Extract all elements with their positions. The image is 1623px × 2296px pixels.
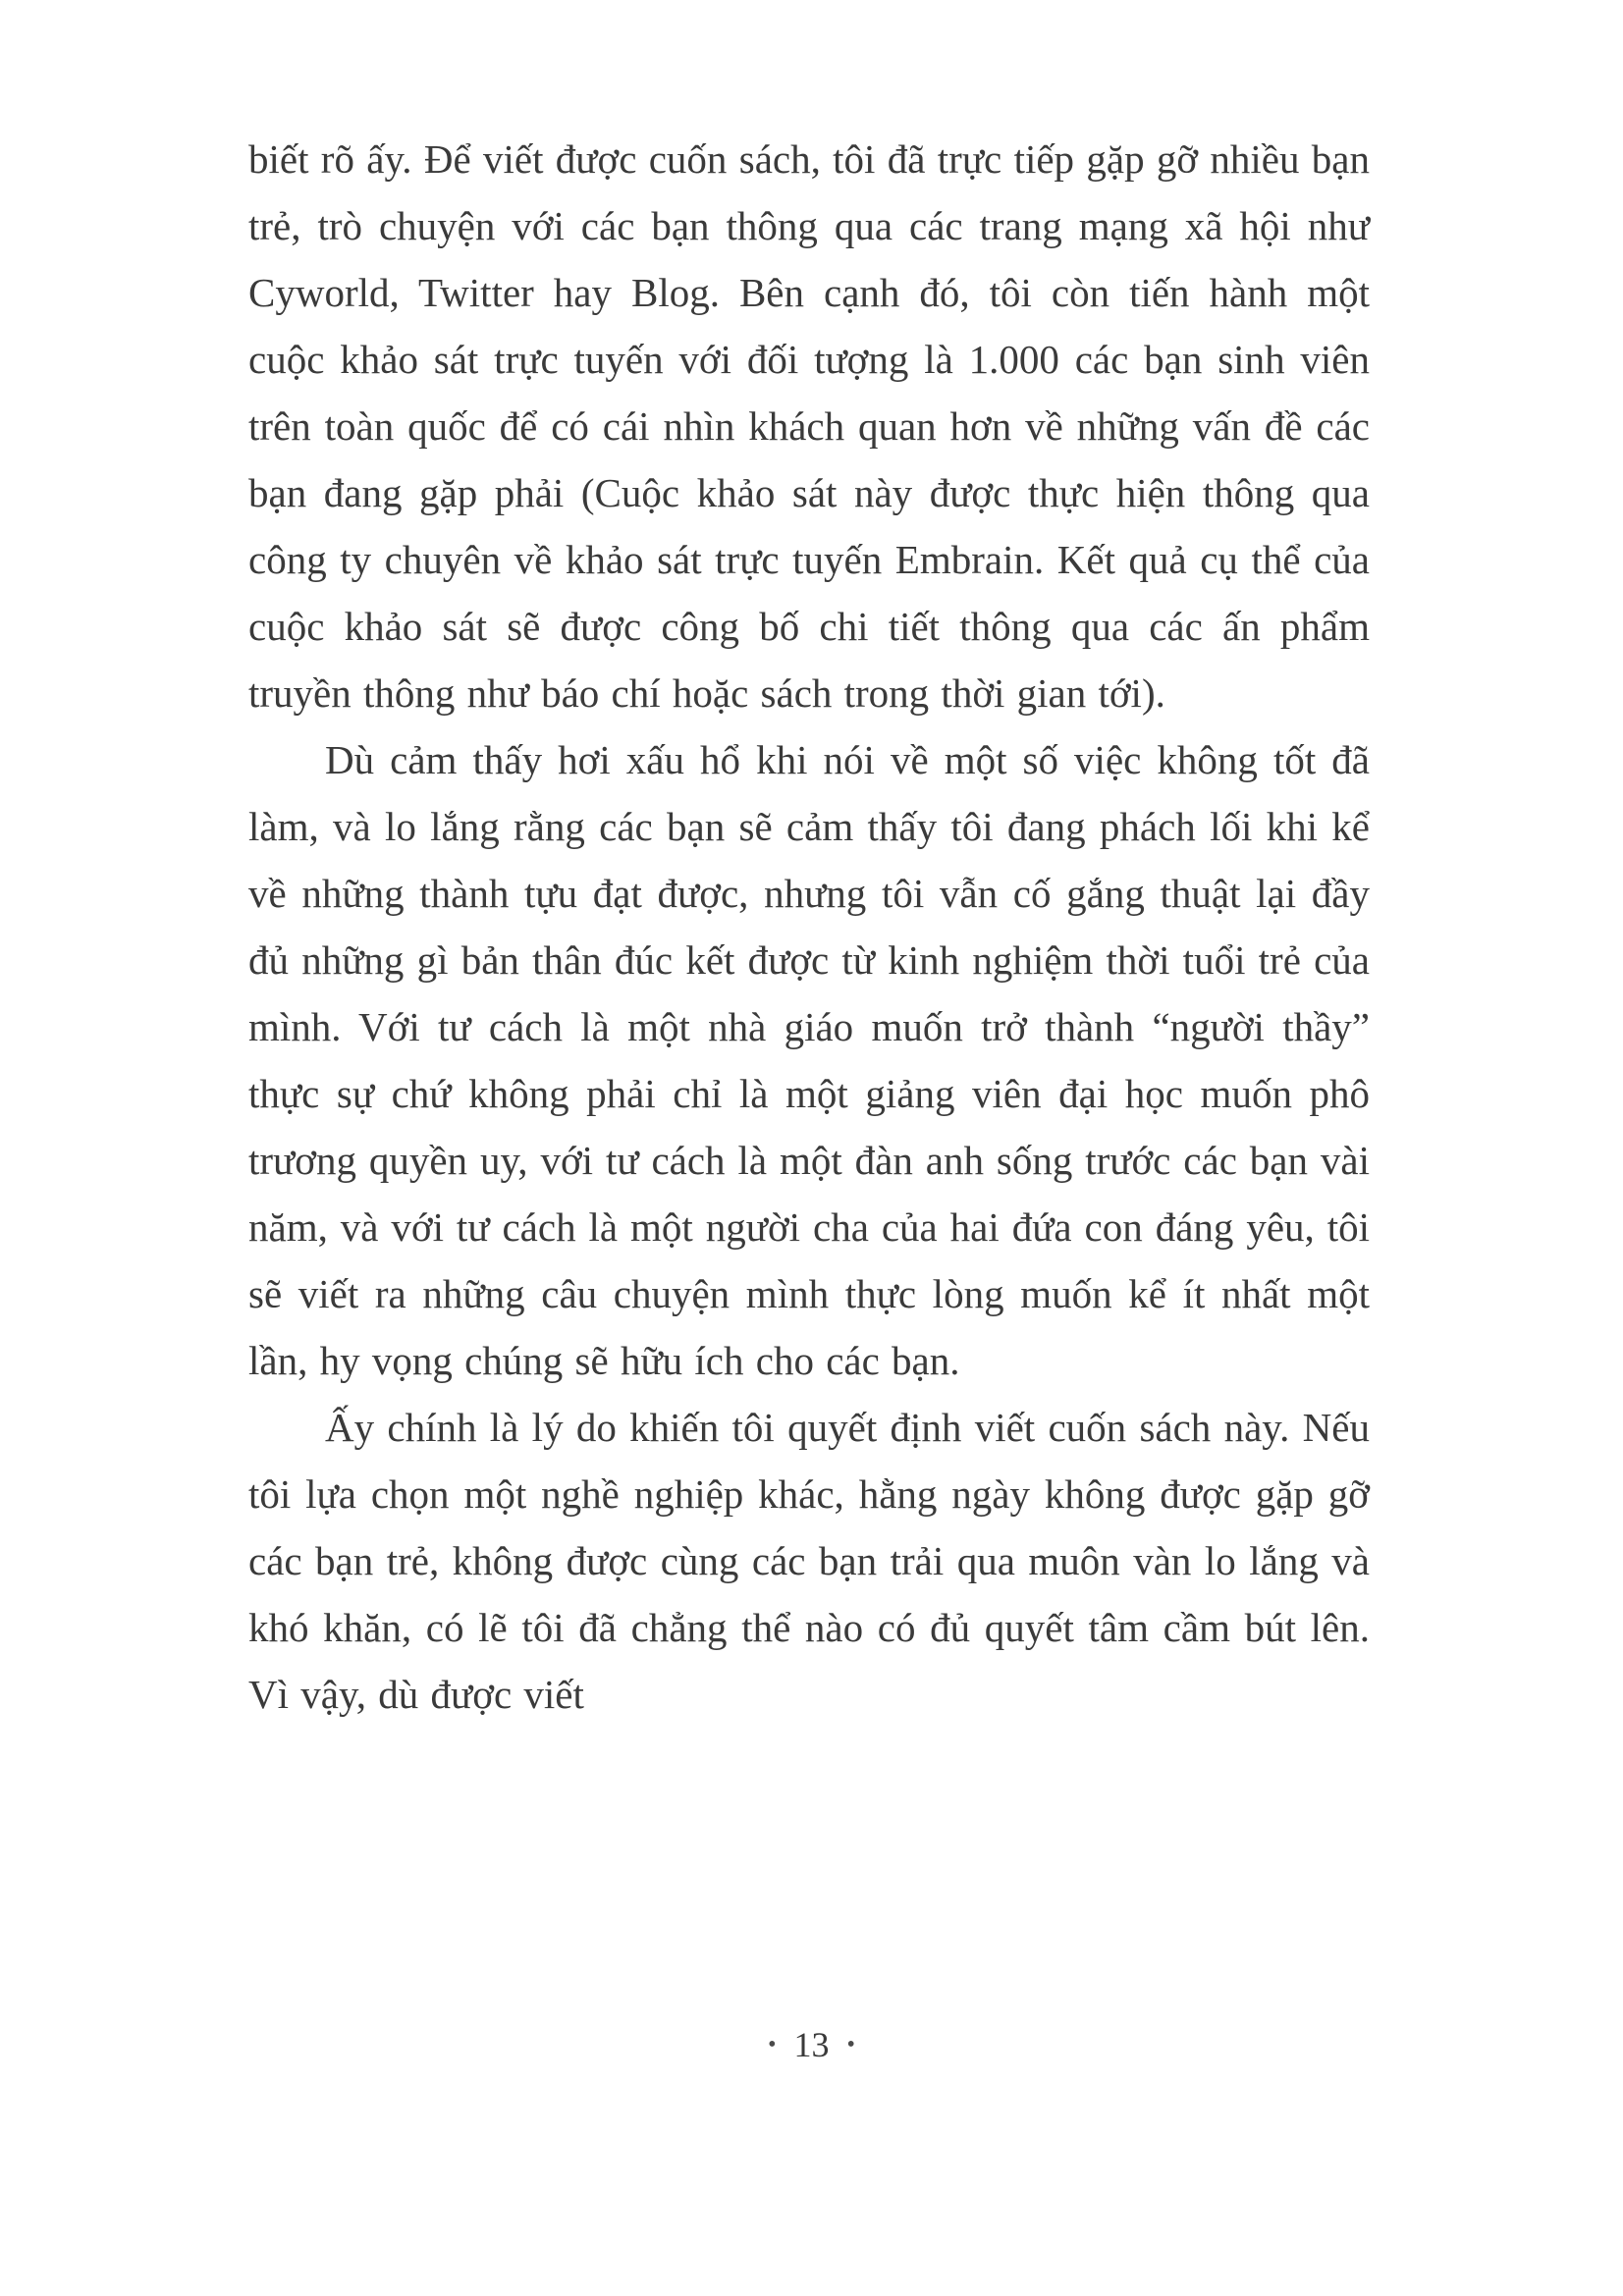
page-number-bullet-left: • [768,2032,777,2057]
paragraph-2: Dù cảm thấy hơi xấu hổ khi nói về một số việc không tốt đã làm, và lo lắng rằng các bạn sẽ cảm thấy tôi đang phách lối khi kể về những thành tựu đạt được, nhưng tôi vẫn cố gắng thuật lại đầy đủ những gì bản thân đúc kết được từ kinh nghiệm thời tuổi trẻ của mình. Với tư cách là một nhà giáo muốn trở thành “người thầy” thực sự chứ không phải chỉ là một giảng viên đại học muốn phô trương quyền uy, với tư cách là một đàn anh sống trước các bạn vài năm, và với tư cách là một người cha của hai đứa con đáng yêu, tôi sẽ viết ra những câu chuyện mình thực lòng muốn kể ít nhất một lần, hy vọng chúng sẽ hữu ích cho các bạn. [248,737,1370,1383]
paragraph-3: Ấy chính là lý do khiến tôi quyết định viết cuốn sách này. Nếu tôi lựa chọn một nghề nghiệp khác, hằng ngày không được gặp gỡ các bạn trẻ, không được cùng các bạn trải qua muôn vàn lo lắng và khó khăn, có lẽ tôi đã chẳng thể nào có đủ quyết tâm cầm bút lên. Vì vậy, dù được viết [248,1405,1370,1717]
page-number-bullet-right: • [846,2032,855,2057]
body-text [248,126,1370,1728]
page-number [0,2024,1623,2065]
page-number-value: 13 [793,2025,830,2064]
paragraph-1: biết rõ ấy. Để viết được cuốn sách, tôi đã trực tiếp gặp gỡ nhiều bạn trẻ, trò chuyện với các bạn thông qua các trang mạng xã hội như Cyworld, Twitter hay Blog. Bên cạnh đó, tôi còn tiến hành một cuộc khảo sát trực tuyến với đối tượng là 1.000 các bạn sinh viên trên toàn quốc để có cái nhìn khách quan hơn về những vấn đề các bạn đang gặp phải (Cuộc khảo sát này được thực hiện thông qua công ty chuyên về khảo sát trực tuyến Embrain. Kết quả cụ thể của cuộc khảo sát sẽ được công bố chi tiết thông qua các ấn phẩm truyền thông như báo chí hoặc sách trong thời gian tới). [248,136,1370,716]
